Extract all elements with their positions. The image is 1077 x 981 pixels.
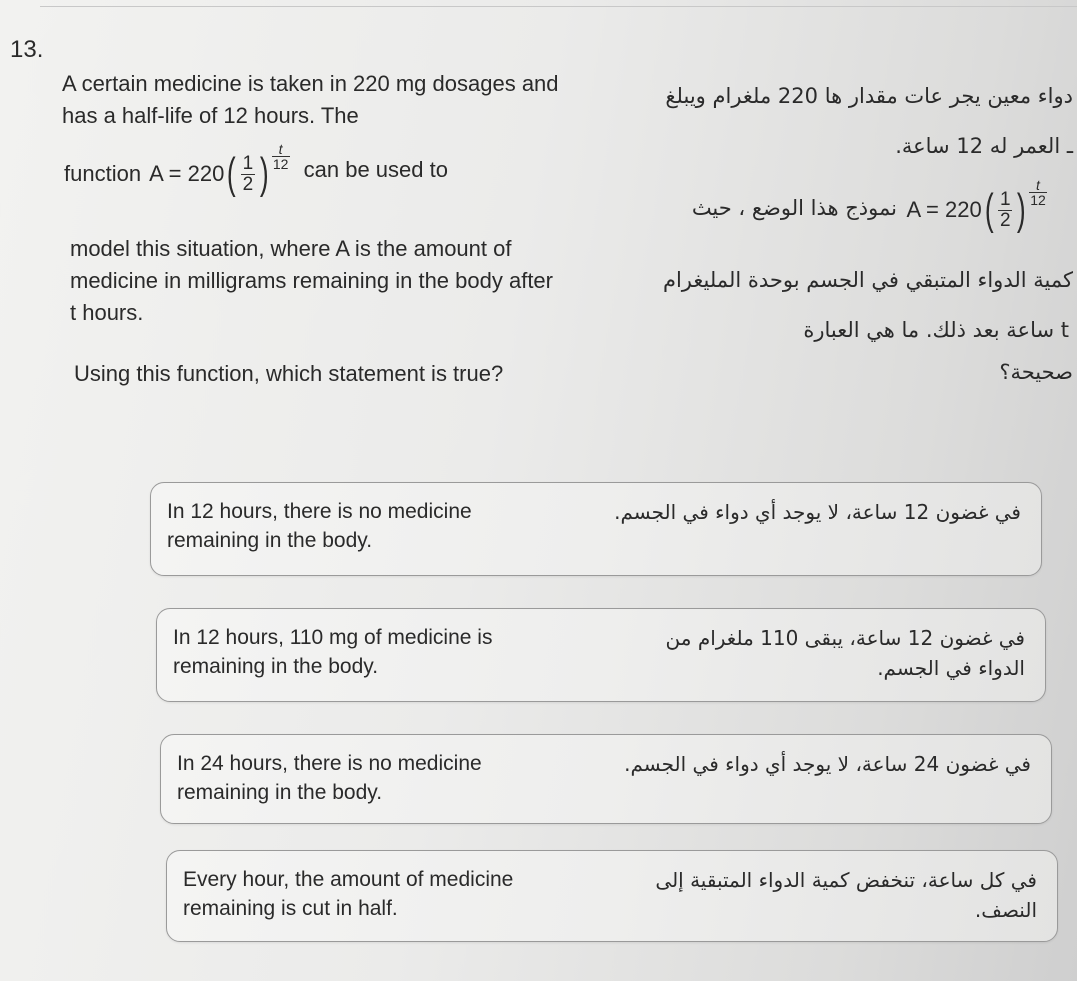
question-text-ar-2: ـ العمر له 12 ساعة. xyxy=(895,134,1073,158)
question-text-ar-5: t ساعة بعد ذلك. ما هي العبارة xyxy=(803,318,1069,342)
question-text-en-3: model this situation, where A is the amount of medicine in milligrams remaining in the body after t hours. xyxy=(70,236,553,325)
answer-option-1-ar: في غضون 12 ساعة، لا يوجد أي دواء في الجسم. xyxy=(614,500,1021,524)
question-text-en-1: A certain medicine is taken in 220 mg dosages and has a half-life of 12 hours. The xyxy=(62,71,559,128)
question-prompt-ar: صحيحة؟ xyxy=(999,360,1073,384)
answer-option-2-ar: في غضون 12 ساعة، يبقى 110 ملغرام من الدواء في الجسم. xyxy=(665,626,1025,680)
answer-option-3-ar: في غضون 24 ساعة، لا يوجد أي دواء في الجسم. xyxy=(624,752,1031,776)
formula-exponent: t 12 xyxy=(272,140,289,172)
function-label: function xyxy=(64,161,142,186)
top-border xyxy=(40,6,1077,7)
answer-option-1-en: In 12 hours, there is no medicine remaining in the body. xyxy=(167,500,472,552)
answer-option-2-en: In 12 hours, 110 mg of medicine is remaining in the body. xyxy=(173,626,493,678)
formula-lhs: A = 220 xyxy=(149,161,225,186)
function-suffix: can be used to xyxy=(303,157,448,182)
answer-option-3-en: In 24 hours, there is no medicine remaining in the body. xyxy=(177,752,482,804)
answer-option-1[interactable] xyxy=(150,482,1042,576)
answer-option-2[interactable] xyxy=(156,608,1046,702)
answer-option-4-ar: في كل ساعة، تنخفض كمية الدواء المتبقية إلى النصف. xyxy=(655,868,1037,922)
formula-ar-lhs: A = 220 xyxy=(906,197,982,222)
answer-option-3[interactable] xyxy=(160,734,1052,824)
answer-option-4-en: Every hour, the amount of medicine remaining is cut in half. xyxy=(183,868,514,920)
question-prompt-en: Using this function, which statement is true? xyxy=(74,361,504,386)
formula-ar: A = 220 ( $\frac{1}{2}$ ) t 12 xyxy=(906,176,1046,234)
answer-option-4[interactable] xyxy=(166,850,1058,942)
formula-en: function A = 220 ( $\frac{1}{2}$ ) t 12 can be used to xyxy=(64,140,448,198)
question-text-ar-3: نموذج هذا الوضع ، حيث xyxy=(691,196,897,220)
question-number: 13. xyxy=(10,36,44,63)
question-text-ar-1: دواء معين يجر عات مقدار ها 220 ملغرام ويبلغ xyxy=(665,84,1073,108)
formula-fraction: $\frac{1}{2}$ xyxy=(242,152,254,195)
question-text-ar-4: كمية الدواء المتبقي في الجسم بوحدة المليغرام xyxy=(662,268,1073,292)
